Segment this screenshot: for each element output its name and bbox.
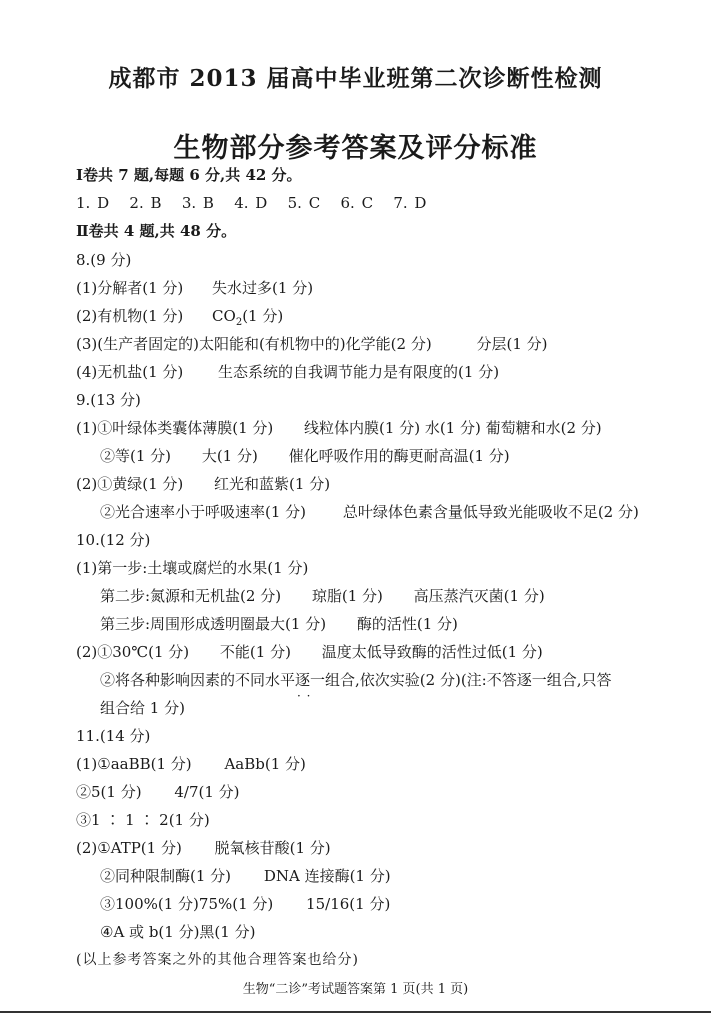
q8-header: 8.(9 分): [76, 251, 132, 269]
q10-4-answer-a: (2)①30℃(1 分): [76, 643, 190, 661]
q10-5-text-b: 组合,依次实验(2 分)(注:不答逐一组合,只答: [325, 671, 612, 689]
grading-note: (以上参考答案之外的其他合理答案也给分): [76, 952, 359, 968]
part1-header: Ⅰ卷共 7 题,每题 6 分,共 42 分。: [76, 166, 302, 184]
q10-5-emphasis: 逐一 · ·: [295, 671, 325, 689]
q10-5-text-a: ②将各种影响因素的不同水平: [100, 671, 296, 689]
q11-6-answer-b: 15/16(1 分): [306, 895, 391, 913]
q11-line5: [100, 866, 391, 886]
q8-line2: [76, 306, 283, 333]
q11-line2: [76, 782, 240, 802]
q10-line4: [76, 642, 543, 662]
q10-3-answer-b: 酶的活性(1 分): [356, 615, 458, 633]
q8-3-answer-a: (3)(生产者固定的)太阳能和(有机物中的)化学能(2 分): [76, 335, 432, 353]
part1-answers: 1. D 2. B 3. B 4. D 5. C 6. C 7. D: [76, 194, 427, 212]
q8-3-answer-b: 分层(1 分): [476, 335, 548, 353]
q11-line7: ④A 或 b(1 分)黑(1 分): [100, 923, 256, 941]
q9-header: 9.(13 分): [76, 391, 141, 409]
bottom-rule: [0, 1011, 711, 1013]
q8-line4: [76, 362, 499, 382]
page-footer: 生物“二诊”考试题答案第 1 页(共 1 页): [242, 982, 469, 997]
q10-header: 10.(12 分): [76, 531, 151, 549]
q8-4-answer-a: (4)无机盐(1 分): [76, 363, 184, 381]
part2-header: Ⅱ卷共 4 题,共 48 分。: [76, 222, 237, 240]
q11-line1: [76, 754, 306, 774]
q11-1-answer-b: AaBb(1 分): [224, 755, 306, 773]
q9-2-answer-a: ②等(1 分): [100, 447, 172, 465]
q11-5-answer-b: DNA 连接酶(1 分): [263, 867, 391, 885]
q8-1-answer-b: 失水过多(1 分): [212, 279, 314, 297]
q9-2-answer-b: 大(1 分): [201, 447, 258, 465]
q10-line5: [100, 670, 612, 690]
q9-line2: [100, 446, 510, 466]
q9-3-answer-a: (2)①黄绿(1 分): [76, 475, 184, 493]
q8-line3: [76, 334, 548, 354]
q9-4-answer-a: ②光合速率小于呼吸速率(1 分): [100, 503, 307, 521]
q10-2-answer-b: 琼脂(1 分): [311, 587, 383, 605]
q8-2-answer-b: $CO_2(1$ 分): [212, 307, 284, 328]
q11-line3: ③1 ∶ 1 ∶ 2(1 分): [76, 811, 210, 829]
q10-4-answer-b: 不能(1 分): [219, 643, 291, 661]
q11-1-answer-a: (1)①aaBB(1 分): [76, 755, 192, 773]
q10-line6: 组合给 1 分): [100, 699, 185, 717]
q10-2-answer-a: 第二步:氮源和无机盐(2 分): [100, 587, 282, 605]
q9-1-answer-b: 线粒体内膜(1 分) 水(1 分) 葡萄糖和水(2 分): [304, 419, 602, 437]
q8-4-answer-b: 生态系统的自我调节能力是有限度的(1 分): [218, 363, 500, 381]
q10-line3: [100, 614, 458, 634]
q9-line4: [100, 502, 639, 522]
q11-line4: [76, 838, 331, 858]
q8-2-answer-a: (2)有机物(1 分): [76, 307, 184, 325]
q11-header: 11.(14 分): [76, 727, 151, 745]
q9-4-answer-b: 总叶绿体色素含量低导致光能吸收不足(2 分): [342, 503, 639, 521]
q9-line3: [76, 474, 330, 494]
q10-4-answer-c: 温度太低导致酶的活性过低(1 分): [321, 643, 543, 661]
q10-line1: (1)第一步:土壤或腐烂的水果(1 分): [76, 559, 309, 577]
q10-line2: [100, 586, 545, 606]
q9-3-answer-b: 红光和蓝紫(1 分): [214, 475, 331, 493]
q9-line1: [76, 418, 602, 438]
q9-1-answer-a: (1)①叶绿体类囊体薄膜(1 分): [76, 419, 274, 437]
document-subtitle: 生物部分参考答案及评分标准: [173, 133, 538, 164]
q11-6-answer-a: ③100%(1 分)75%(1 分): [100, 895, 274, 913]
q11-4-answer-a: (2)①ATP(1 分): [76, 839, 182, 857]
q11-5-answer-a: ②同种限制酶(1 分): [100, 867, 232, 885]
q8-1-answer-a: (1)分解者(1 分): [76, 279, 184, 297]
q11-2-answer-a: ②5(1 分): [76, 783, 142, 801]
q9-2-answer-c: 催化呼吸作用的酶更耐高温(1 分): [288, 447, 510, 465]
q11-4-answer-b: 脱氧核苷酸(1 分): [214, 839, 331, 857]
q10-3-answer-a: 第三步:周围形成透明圈最大(1 分): [100, 615, 327, 633]
q11-2-answer-b: 4/7(1 分): [174, 783, 240, 801]
document-title: 成都市 2013 届高中毕业班第二次诊断性检测: [108, 65, 603, 92]
q11-line6: [100, 894, 390, 914]
q8-line1: [76, 278, 313, 298]
q10-2-answer-c: 高压蒸汽灭菌(1 分): [413, 587, 545, 605]
